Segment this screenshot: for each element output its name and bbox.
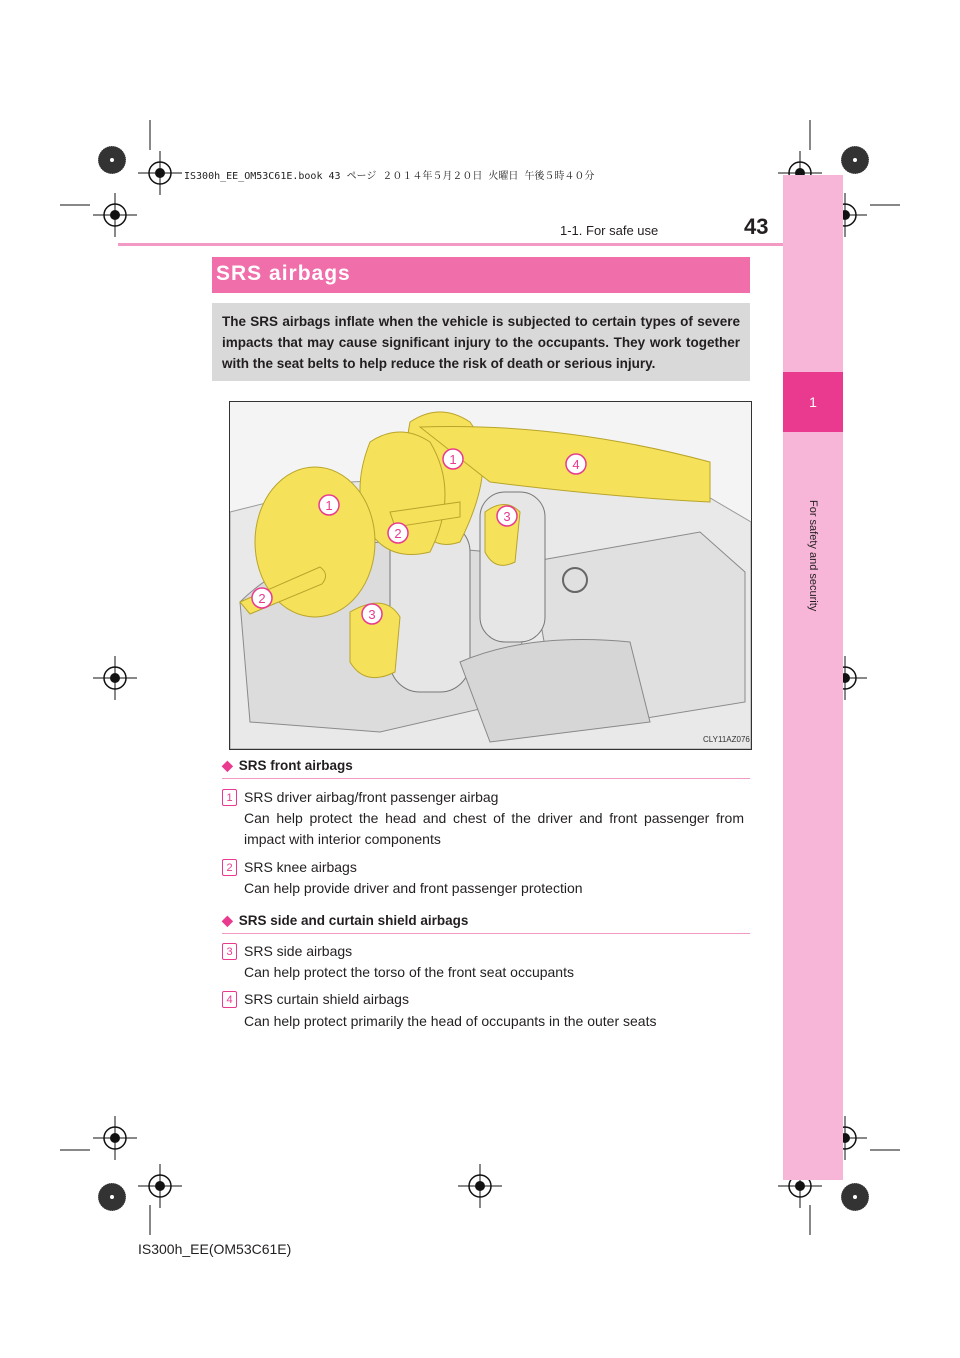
callout-3-text: 3 bbox=[368, 607, 376, 622]
section-heading-front-airbags: ◆ SRS front airbags bbox=[222, 757, 353, 773]
item-description: Can help protect primarily the head of occupants in the outer seats bbox=[244, 1013, 657, 1029]
diamond-icon: ◆ bbox=[222, 912, 233, 928]
diamond-icon: ◆ bbox=[222, 757, 233, 773]
item-number-badge: 4 bbox=[222, 991, 237, 1008]
section-divider bbox=[222, 778, 750, 779]
intro-text: The SRS airbags inflate when the vehicle is subjected to certain types of severe impacts that may cause significant injury to the occupants. They work together with the seat belts to help reduce the risk of death or serious injury. bbox=[222, 314, 740, 371]
item-description: Can help provide driver and front passenger protection bbox=[244, 880, 583, 896]
page-title: SRS airbags bbox=[216, 262, 351, 285]
item-title: SRS side airbags bbox=[244, 943, 353, 959]
section-divider bbox=[222, 933, 750, 934]
side-tab bbox=[783, 175, 843, 1180]
item-number-badge: 2 bbox=[222, 859, 237, 876]
item-description: Can help protect the torso of the front seat occupants bbox=[244, 964, 574, 980]
side-tab-title: For safety and security bbox=[807, 500, 819, 612]
section-heading-side-curtain-airbags: ◆ SRS side and curtain shield airbags bbox=[222, 912, 469, 928]
header-divider bbox=[118, 243, 784, 246]
print-header: IS300h_EE_OM53C61E.book 43 ページ ２０１４年５月２０日 火曜日 午後５時４０分 bbox=[184, 171, 595, 182]
callout-2-text: 2 bbox=[394, 526, 402, 541]
item-description: Can help protect the head and chest of the driver and front passenger from impact with interior components bbox=[244, 810, 744, 847]
airbag-illustration bbox=[229, 401, 752, 750]
side-tab-chapter: 1 bbox=[783, 372, 843, 432]
footer-model-code: IS300h_EE(OM53C61E) bbox=[138, 1241, 292, 1257]
callout-1-text: 1 bbox=[449, 452, 457, 467]
section-breadcrumb: 1-1. For safe use bbox=[560, 223, 659, 238]
callout-2-text: 2 bbox=[258, 591, 266, 606]
item-number-badge: 3 bbox=[222, 943, 237, 960]
car-interior-drawing bbox=[230, 402, 751, 749]
callout-1-text: 1 bbox=[325, 498, 333, 513]
item-title: SRS curtain shield airbags bbox=[244, 991, 409, 1007]
figure-code: CLY11AZ076 bbox=[703, 735, 750, 744]
callout-4-text: 4 bbox=[572, 457, 580, 472]
item-title: SRS driver airbag/front passenger airbag bbox=[244, 789, 499, 805]
item-title: SRS knee airbags bbox=[244, 859, 357, 875]
page-number: 43 bbox=[744, 214, 769, 239]
callout-3-text: 3 bbox=[503, 509, 511, 524]
item-number-badge: 1 bbox=[222, 789, 237, 806]
